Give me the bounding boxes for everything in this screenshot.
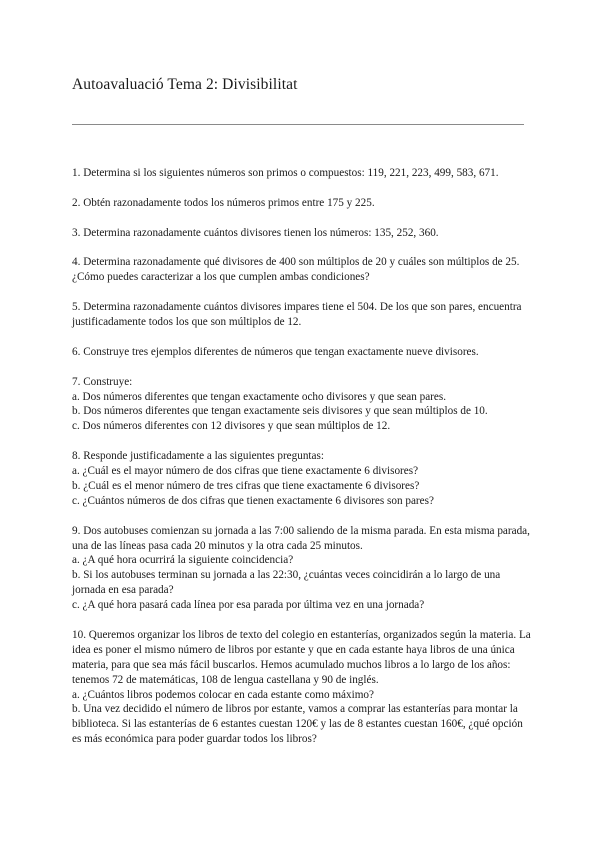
question-line: a. ¿A qué hora ocurrirá la siguiente coincidencia? — [72, 554, 294, 567]
question-line: materia, para que sea más fácil buscarlos. Hemos acumulado muchos libros a lo largo de los años: — [72, 658, 511, 671]
question-line: c. ¿Cuántos números de dos cifras que tienen exactamente 6 divisores son pares? — [72, 494, 434, 507]
question-line: b. Dos números diferentes que tengan exactamente seis divisores y que sean múltiplos de 10. — [72, 405, 488, 418]
question-3 — [72, 226, 532, 241]
question-line: 10. Queremos organizar los libros de texto del colegio en estanterías, organizados según la materia. La — [72, 628, 531, 641]
question-line: 3. Determina razonadamente cuántos divisores tienen los números: 135, 252, 360. — [72, 226, 439, 239]
question-list — [72, 166, 532, 762]
question-line: b. Una vez decidido el número de libros por estante, vamos a comprar las estanterías para montar la — [72, 703, 518, 716]
question-8 — [72, 449, 532, 509]
question-4 — [72, 255, 532, 285]
question-line: c. Dos números diferentes con 12 divisores y que sean múltiplos de 12. — [72, 420, 391, 433]
question-line: b. ¿Cuál es el menor número de tres cifras que tiene exactamente 6 divisores? — [72, 479, 420, 492]
question-line: a. ¿Cuál es el mayor número de dos cifras que tiene exactamente 6 divisores? — [72, 465, 419, 478]
question-line: 4. Determina razonadamente qué divisores de 400 son múltiplos de 20 y cuáles son múltiplos de 25. — [72, 256, 520, 269]
question-line: a. ¿Cuántos libros podemos colocar en cada estante como máximo? — [72, 688, 374, 701]
question-1 — [72, 166, 532, 181]
question-line: idea es poner el mismo número de libros por estante y que en cada estante haya libros de una única — [72, 643, 515, 656]
question-line: b. Si los autobuses terminan su jornada a las 22:30, ¿cuántas veces coincidirán a lo largo de una — [72, 569, 501, 582]
question-line: 1. Determina si los siguientes números son primos o compuestos: 119, 221, 223, 499, 583, 671. — [72, 167, 499, 179]
question-line: 6. Construye tres ejemplos diferentes de números que tengan exactamente nueve divisores. — [72, 345, 479, 358]
question-line: ¿Cómo puedes caracterizar a los que cumplen ambas condiciones? — [72, 271, 370, 284]
question-line: 5. Determina razonadamente cuántos divisores impares tiene el 504. De los que son pares, encuentra — [72, 301, 522, 314]
question-line: 2. Obtén razonadamente todos los números primos entre 175 y 225. — [72, 196, 375, 209]
title-divider — [72, 124, 524, 125]
question-line: 7. Construye: — [72, 375, 133, 388]
question-line: tenemos 72 de matemáticas, 108 de lengua castellana y 90 de inglés. — [72, 673, 379, 686]
question-5 — [72, 300, 532, 330]
question-line: una de las líneas pasa cada 20 minutos y la otra cada 25 minutos. — [72, 539, 363, 552]
page-title: Autoavaluació Tema 2: Divisibilitat — [72, 76, 298, 93]
question-line: biblioteca. Si las estanterías de 6 estantes cuestan 120€ y las de 8 estantes cuestan 160€, ¿qué opción — [72, 718, 523, 731]
question-line: justificadamente todos los que son múltiplos de 12. — [72, 316, 302, 328]
question-line: 8. Responde justificadamente a las siguientes preguntas: — [72, 450, 324, 463]
question-line: es más económica para poder guardar todos los libros? — [72, 733, 317, 746]
question-2 — [72, 196, 532, 211]
question-line: jornada en esa parada? — [72, 584, 174, 597]
question-9 — [72, 524, 532, 613]
question-7 — [72, 375, 532, 435]
question-10 — [72, 628, 532, 747]
question-line: 9. Dos autobuses comienzan su jornada a las 7:00 saliendo de la misma parada. En esta misma parada, — [72, 524, 530, 537]
question-line: c. ¿A qué hora pasará cada línea por esa parada por última vez en una jornada? — [72, 599, 425, 612]
question-6 — [72, 345, 532, 360]
question-line: a. Dos números diferentes que tengan exactamente ocho divisores y que sean pares. — [72, 390, 447, 403]
